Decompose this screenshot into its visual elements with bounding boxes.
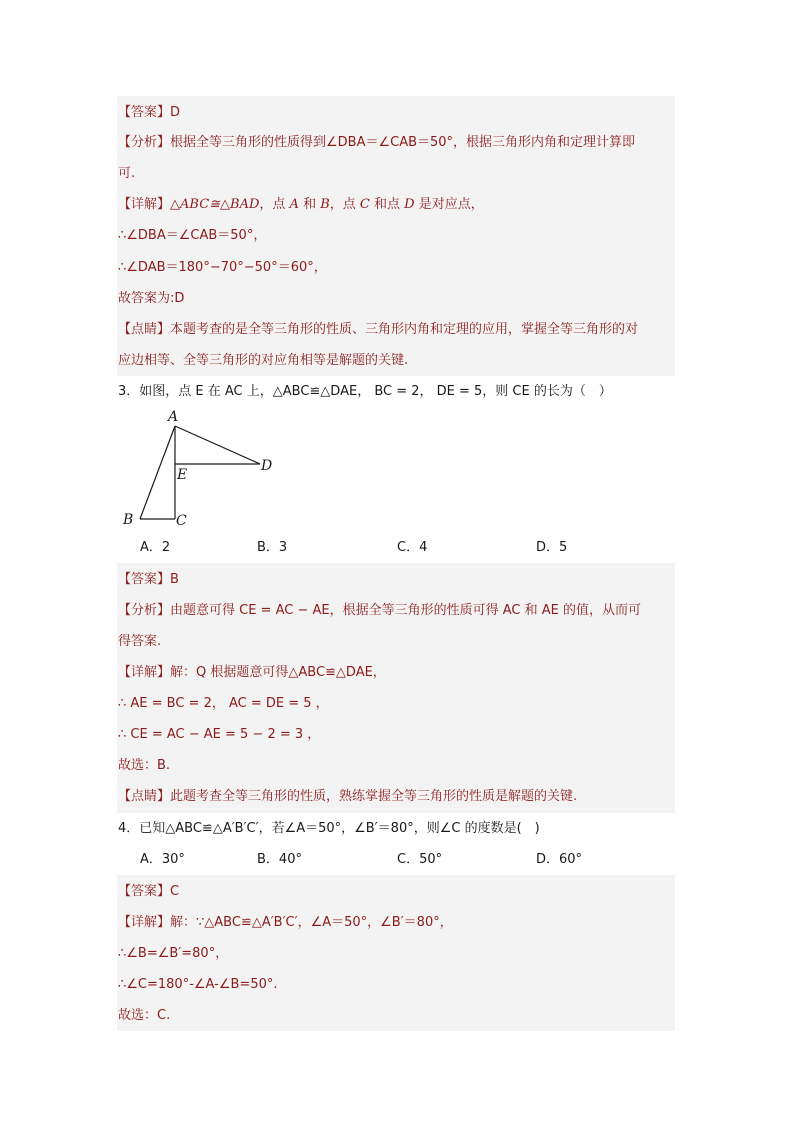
conclusion-line: 故选：C. — [118, 1008, 171, 1023]
q4-option-b: B．40° — [257, 852, 302, 867]
comment-line-cont: 应边相等、全等三角形的对应角相等是解题的关键. — [118, 353, 409, 368]
q3-option-d: D．5 — [536, 540, 568, 555]
analysis-line: 【分析】由题意可得 CE = AC − AE，根据全等三角形的性质可得 AC 和 AE 的值，从而可 — [118, 603, 641, 618]
analysis-line-cont: 得答案. — [118, 634, 162, 649]
step-line: ∴∠DBA＝∠CAB＝50°， — [118, 228, 267, 243]
label-D: D — [261, 458, 273, 474]
q3-option-b: B．3 — [257, 540, 288, 555]
label-B: B — [123, 512, 134, 528]
step-line: ∴ CE = AC − AE = 5 − 2 = 3 ， — [118, 727, 321, 742]
answer-block-3 — [117, 563, 675, 813]
q4-option-a: A．30° — [140, 852, 185, 867]
q4-option-c: C．50° — [397, 852, 443, 867]
conclusion-line: 故选：B. — [118, 758, 171, 773]
step-line: ∴∠C=180°-∠A-∠B=50°. — [118, 977, 278, 992]
question-3: 3．如图，点 E 在 AC 上，△ABC≌△DAE， BC = 2， DE = 5，则 CE 的长为（ ） — [118, 384, 612, 399]
question-4: 4．已知△ABC≌△A′B′C′，若∠A＝50°，∠B′＝80°，则∠C 的度数是( ) — [118, 821, 540, 836]
step-line: ∴∠DAB＝180°−70°−50°＝60°， — [118, 260, 327, 275]
analysis-line-cont: 可. — [118, 166, 136, 181]
detail-line: 【详解】解：∵△ABC≌△A′B′C′，∠A＝50°，∠B′＝80°， — [118, 915, 453, 930]
conclusion-line: 故答案为:D — [118, 291, 185, 306]
comment-line: 【点睛】本题考查的是全等三角形的性质、三角形内角和定理的应用，掌握全等三角形的对 — [118, 322, 639, 337]
answer-line: 【答案】D — [118, 105, 181, 120]
step-line: ∴ AE = BC = 2， AC = DE = 5 ， — [118, 696, 329, 711]
triangle-figure — [115, 405, 295, 530]
q3-option-c: C．4 — [397, 540, 428, 555]
analysis-line: 【分析】根据全等三角形的性质得到∠DBA＝∠CAB＝50°，根据三角形内角和定理计算即 — [118, 135, 636, 150]
detail-line: 【详解】解：Q 根据题意可得△ABC≌△DAE， — [118, 665, 386, 680]
q3-option-a: A．2 — [140, 540, 171, 555]
detail-line: 【详解】△ABC≅△BAD，点 A 和 B，点 C 和点 D 是对应点， — [118, 197, 484, 212]
answer-line: 【答案】C — [118, 884, 180, 899]
answer-line: 【答案】B — [118, 572, 179, 587]
answer-block-2 — [117, 96, 675, 376]
q4-option-d: D．60° — [536, 852, 583, 867]
label-C: C — [176, 513, 187, 529]
comment-line: 【点睛】此题考查全等三角形的性质，熟练掌握全等三角形的性质是解题的关键. — [118, 789, 578, 804]
step-line: ∴∠B=∠B′=80°， — [118, 946, 229, 961]
label-E: E — [177, 467, 188, 483]
label-A: A — [168, 409, 179, 425]
answer-block-4 — [117, 875, 675, 1031]
